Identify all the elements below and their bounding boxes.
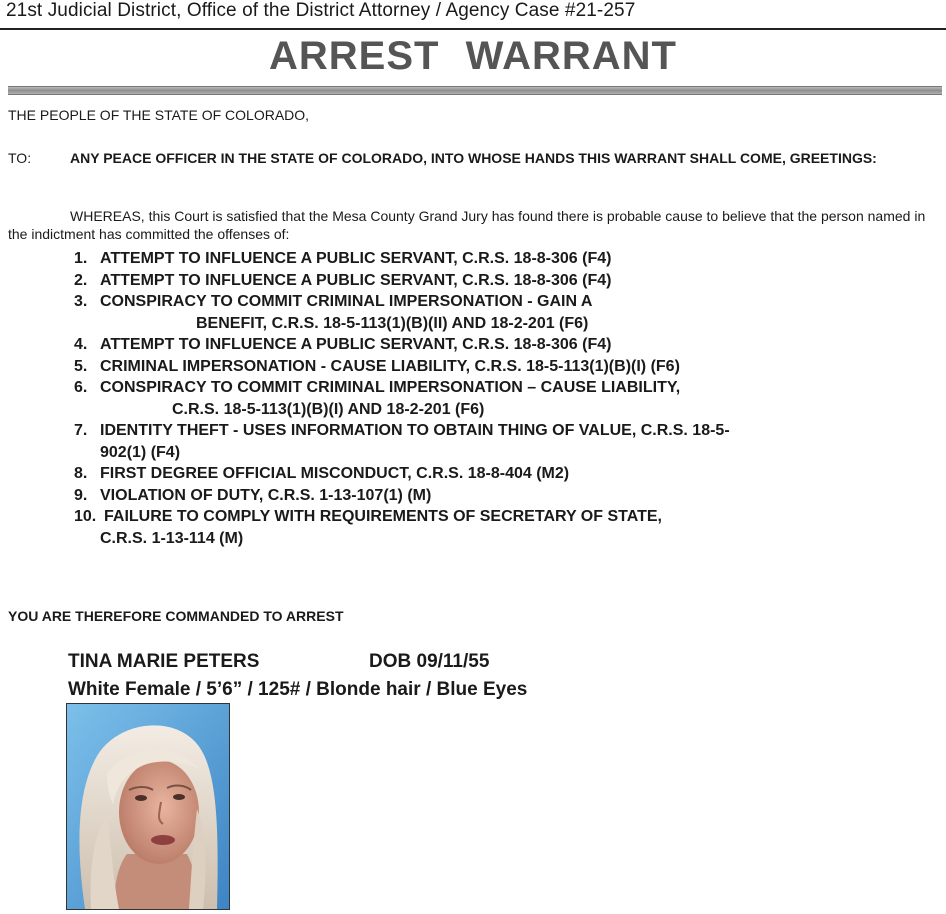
offense-number: 3. xyxy=(74,293,88,310)
offense-item xyxy=(74,463,934,485)
offense-text: CRIMINAL IMPERSONATION - CAUSE LIABILITY, C.R.S. 18-5-113(1)(B)(I) (F6) xyxy=(100,357,680,375)
addressee-text: ANY PEACE OFFICER IN THE STATE OF COLORADO, INTO WHOSE HANDS THIS WARRANT SHALL COME, GREETINGS: xyxy=(70,150,877,166)
offense-text-continued: BENEFIT, C.R.S. 18-5-113(1)(B)(II) AND 18-2-201 (F6) xyxy=(196,314,589,332)
offense-text: FIRST DEGREE OFFICIAL MISCONDUCT, C.R.S. 18-8-404 (M2) xyxy=(100,465,570,482)
offenses-list xyxy=(74,248,934,549)
offense-number: 1. xyxy=(74,250,88,267)
offense-text: CONSPIRACY TO COMMIT CRIMINAL IMPERSONATION – CAUSE LIABILITY, xyxy=(100,379,681,396)
offense-item xyxy=(74,270,934,292)
offense-item xyxy=(74,506,934,549)
offense-text: VIOLATION OF DUTY, C.R.S. 1-13-107(1) (M) xyxy=(100,486,432,504)
command-to-arrest: YOU ARE THEREFORE COMMANDED TO ARREST xyxy=(8,608,344,624)
offense-text: CONSPIRACY TO COMMIT CRIMINAL IMPERSONATION - GAIN A xyxy=(100,293,593,310)
subject-portrait-image xyxy=(67,704,229,909)
offense-number: 2. xyxy=(74,271,88,289)
subject-name: TINA MARIE PETERS xyxy=(68,651,260,672)
subject-dob: DOB 09/11/55 xyxy=(369,651,490,672)
offense-text-continued: C.R.S. 18-5-113(1)(B)(I) AND 18-2-201 (F6) xyxy=(172,400,485,418)
addressee-paragraph xyxy=(8,149,928,167)
offense-item xyxy=(74,248,934,270)
to-label: TO: xyxy=(8,150,32,166)
people-of-colorado-line: THE PEOPLE OF THE STATE OF COLORADO, xyxy=(8,107,310,123)
offense-item xyxy=(74,334,934,356)
offense-item xyxy=(74,485,934,507)
offense-item xyxy=(74,291,934,334)
subject-description: White Female / 5’6” / 125# / Blonde hair / Blue Eyes xyxy=(68,679,528,700)
whereas-paragraph: WHEREAS, this Court is satisfied that the Mesa County Grand Jury has found there is probable cause to believe that the person named in the indictment has committed the offenses of: xyxy=(8,208,926,242)
offense-text: ATTEMPT TO INFLUENCE A PUBLIC SERVANT, C.R.S. 18-8-306 (F4) xyxy=(100,336,612,353)
offense-number: 8. xyxy=(74,465,88,482)
subject-photo xyxy=(66,703,230,910)
offense-text: ATTEMPT TO INFLUENCE A PUBLIC SERVANT, C.R.S. 18-8-306 (F4) xyxy=(100,250,612,267)
document-title: ARREST WARRANT xyxy=(269,34,677,78)
offense-text: ATTEMPT TO INFLUENCE A PUBLIC SERVANT, C.R.S. 18-8-306 (F4) xyxy=(100,271,612,289)
header-divider xyxy=(0,28,946,30)
offense-item xyxy=(74,356,934,378)
offense-number: 10. xyxy=(74,508,97,525)
offense-number: 9. xyxy=(74,486,88,504)
offense-text-continued: C.R.S. 1-13-114 (M) xyxy=(100,529,244,547)
agency-case-header: 21st Judicial District, Office of the District Attorney / Agency Case #21-257 xyxy=(6,0,636,21)
offense-number: 5. xyxy=(74,357,88,375)
offense-item xyxy=(74,377,934,420)
offense-item xyxy=(74,420,934,463)
title-divider-bar xyxy=(8,86,942,95)
offense-number: 4. xyxy=(74,336,88,353)
offense-number: 7. xyxy=(74,422,88,439)
offense-text-continued: 902(1) (F4) xyxy=(100,443,181,461)
offense-text: IDENTITY THEFT - USES INFORMATION TO OBTAIN THING OF VALUE, C.R.S. 18-5- xyxy=(100,422,730,439)
offense-number: 6. xyxy=(74,379,88,396)
offense-text: FAILURE TO COMPLY WITH REQUIREMENTS OF SECRETARY OF STATE, xyxy=(104,508,662,525)
